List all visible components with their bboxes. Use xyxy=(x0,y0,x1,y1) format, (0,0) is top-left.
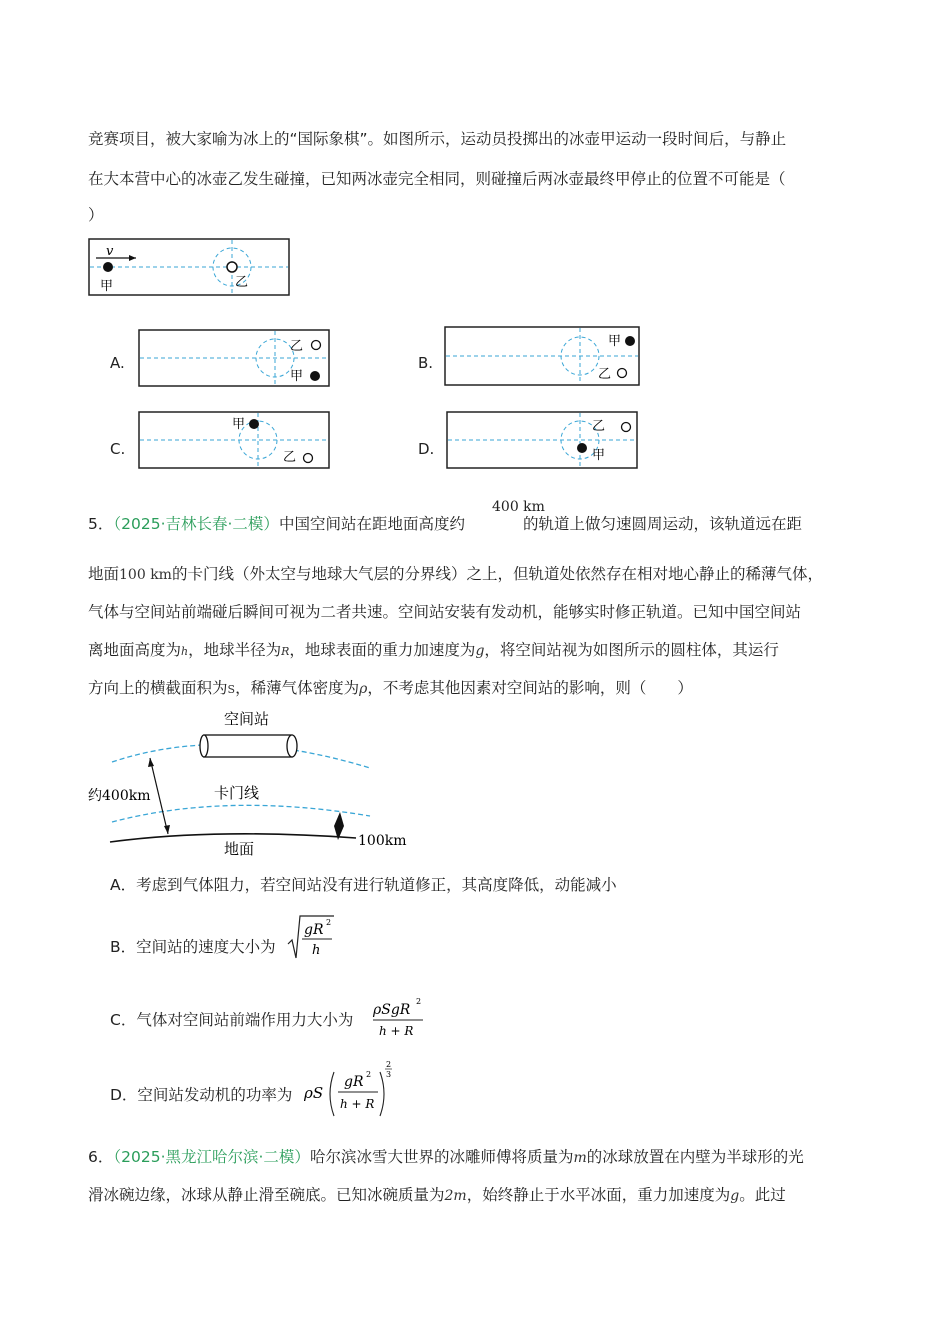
q5-option-c[interactable]: C．气体对空间站前端作用力大小为 xyxy=(110,1011,354,1029)
q4-option-b-figure[interactable] xyxy=(444,326,642,388)
svg-text:h + R: h + R xyxy=(340,1097,375,1111)
q4-text-line-3: ） xyxy=(88,206,104,224)
q4-main-figure xyxy=(88,238,292,298)
stone-jia xyxy=(103,262,113,272)
q5-text-line-4: 离地面高度为h，地球半径为R，地球表面的重力加速度为g，将空间站视为如图所示的圆柱体，其运行 xyxy=(88,641,779,659)
q4-text-line-1: 竞赛项目，被大家喻为冰上的“国际象棋”。如图所示，运动员投掷出的冰壶甲运动一段时间后，与静止 xyxy=(88,130,787,148)
q4-option-d-figure[interactable] xyxy=(446,411,640,471)
label-karman-line: 卡门线 xyxy=(214,784,260,802)
q5-option-a[interactable]: A．考虑到气体阻力，若空间站没有进行轨道修正，其高度降低，动能减小 xyxy=(110,876,617,894)
label-space-station: 空间站 xyxy=(224,710,270,728)
q5-source: （2025·吉林长春·二模） xyxy=(113,515,279,533)
arrow-marker-icon xyxy=(334,812,344,840)
label-jia: 甲 xyxy=(592,448,606,463)
svg-text:gR: gR xyxy=(304,922,324,938)
label-yi: 乙 xyxy=(592,419,606,434)
svg-text:h + R: h + R xyxy=(379,1024,414,1038)
velocity-label: v xyxy=(106,244,114,259)
q6-source: （2025·黑龙江哈尔滨·二模） xyxy=(113,1148,310,1166)
q5-text-line-2: 地面100 km的卡门线（外太空与地球大气层的分界线）之上，但轨道处依然存在相对地心静止的稀薄气体， xyxy=(88,565,823,583)
label-yi: 乙 xyxy=(290,339,304,354)
label-about-400km: 约400km xyxy=(88,788,151,804)
label-jia: 甲 xyxy=(232,417,246,432)
q6-text-line-2: 滑冰碗边缘，冰球从静止滑至碗底。已知冰碗质量为2m，始终静止于水平冰面，重力加速度为g。此过 xyxy=(88,1186,786,1204)
space-station-icon xyxy=(200,735,297,757)
label-ground: 地面 xyxy=(224,840,255,858)
label-yi: 乙 xyxy=(235,275,249,290)
svg-text:2: 2 xyxy=(386,1060,392,1069)
label-jia: 甲 xyxy=(608,334,622,349)
q4-option-c-figure[interactable] xyxy=(138,411,332,471)
svg-text:2: 2 xyxy=(326,918,332,927)
q5-option-b-formula xyxy=(286,912,338,962)
q5-option-d[interactable]: D．空间站发动机的功率为 xyxy=(110,1086,293,1104)
label-100km: 100km xyxy=(358,833,407,849)
q5-option-b[interactable]: B．空间站的速度大小为 xyxy=(110,938,276,956)
label-jia: 甲 xyxy=(100,279,114,294)
label-yi: 乙 xyxy=(283,450,297,465)
q6-text-line-1: 6．（2025·黑龙江哈尔滨·二模）哈尔滨冰雪大世界的冰雕师傅将质量为m的冰球放置在内壁为半球形的光 xyxy=(88,1148,804,1166)
q4-option-a-label[interactable]: A. xyxy=(110,354,125,372)
q5-height-value: 400 km xyxy=(492,499,545,515)
q5-text-line-5: 方向上的横截面积为S，稀薄气体密度为ρ，不考虑其他因素对空间站的影响，则（ ） xyxy=(88,679,693,697)
q5-option-d-formula xyxy=(304,1058,398,1118)
q5-text-line-3: 气体与空间站前端碰后瞬间可视为二者共速。空间站安装有发动机，能够实时修正轨道。已知中国空间站 xyxy=(88,603,802,621)
q5-text-line-1: 5．（2025·吉林长春·二模）中国空间站在距地面高度约 的轨道上做匀速圆周运动，该轨道远在距 xyxy=(88,515,802,533)
q5-orbit-figure xyxy=(86,704,416,864)
q4-text-line-2: 在大本营中心的冰壶乙发生碰撞，已知两冰壶完全相同，则碰撞后两冰壶最终甲停止的位置不可能是（ xyxy=(88,170,786,188)
q5-number: 5． xyxy=(88,515,114,533)
svg-text:2: 2 xyxy=(366,1070,372,1079)
label-yi: 乙 xyxy=(598,367,612,382)
label-jia: 甲 xyxy=(290,369,304,384)
q4-option-b-label[interactable]: B. xyxy=(418,354,434,372)
svg-text:2: 2 xyxy=(416,997,422,1006)
svg-text:gR: gR xyxy=(344,1074,364,1090)
q4-option-d-label[interactable]: D. xyxy=(418,440,435,458)
svg-text:h: h xyxy=(312,943,321,958)
q5-option-c-formula xyxy=(371,996,427,1040)
q6-number: 6． xyxy=(88,1148,114,1166)
svg-text:ρSgR: ρSgR xyxy=(373,1002,411,1018)
q4-option-a-figure[interactable] xyxy=(138,329,332,389)
svg-text:3: 3 xyxy=(386,1070,392,1079)
q4-option-c-label[interactable]: C. xyxy=(110,440,126,458)
svg-text:ρS: ρS xyxy=(304,1084,324,1102)
stone-yi xyxy=(227,262,237,272)
